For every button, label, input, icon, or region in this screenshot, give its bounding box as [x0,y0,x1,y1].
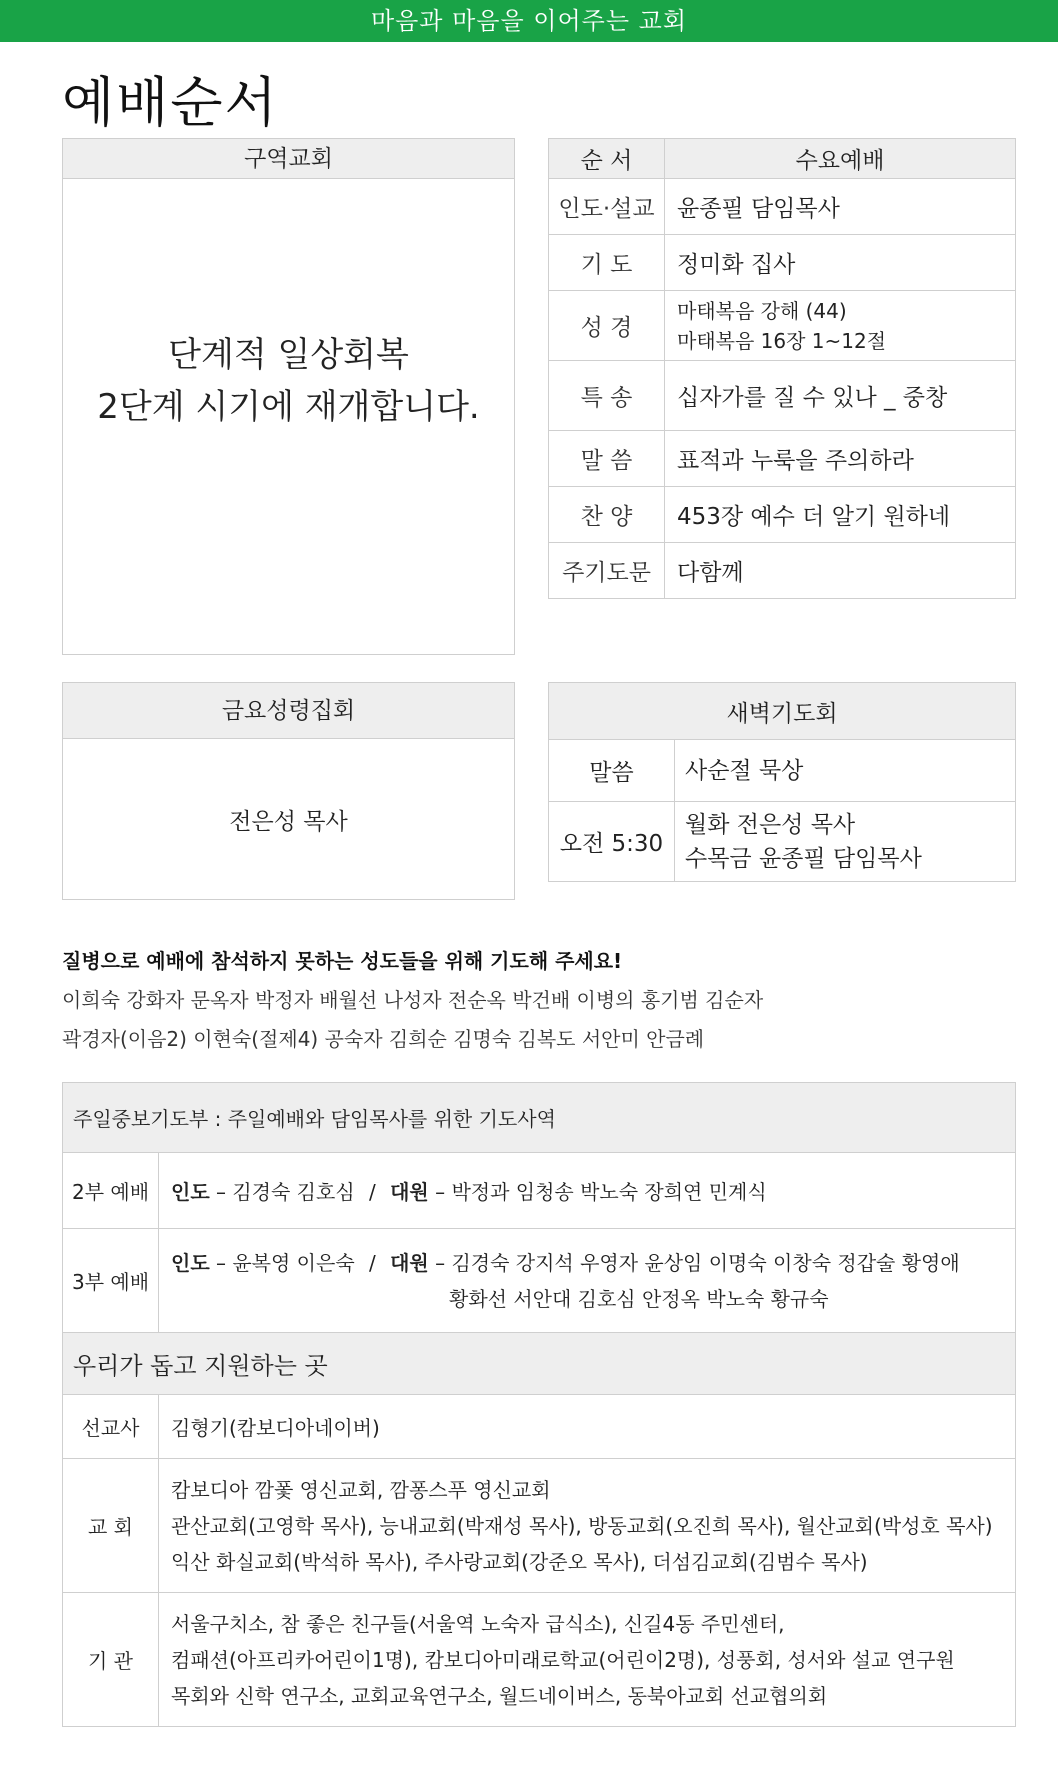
wednesday-order-table [548,138,1016,599]
table-row [63,1153,1016,1229]
lead-names: – 윤복영 이은숙 [216,1250,355,1275]
prayer-names-line: 이희숙 강화자 문옥자 박정자 배월선 나성자 전순옥 박건배 이병의 홍기범 김순자 [62,988,764,1012]
row-value: 십자가를 질 수 있나 _ 중창 [665,361,1016,431]
sick-members-prayer-list [62,945,763,1062]
table-row [63,1333,1016,1395]
service-col-header: 수요예배 [665,139,1016,179]
table-row [549,291,1016,361]
friday-preacher: 전은성 목사 [229,809,348,835]
supported-churches [159,1459,1016,1593]
table-row [549,802,1016,882]
dawn-leader-line: 수목금 윤종필 담임목사 [685,845,922,872]
intercession-header: 주일중보기도부 : 주일예배와 담임목사를 위한 기도사역 [63,1083,1016,1153]
institution-line: 컴패션(아프리카어린이1명), 캄보디아미래로학교(어린이2명), 성풍회, 성서와 설교 연구원 [171,1647,955,1672]
table-row [63,1459,1016,1593]
prayer-list-heading: 질병으로 예배에 참석하지 못하는 성도들을 위해 기도해 주세요! [62,949,623,973]
region-church-header: 구역교회 [63,139,514,179]
institution-line: 서울구치소, 참 좋은 친구들(서울역 노숙자 급식소), 신길4동 주민센터, [171,1611,785,1636]
top-banner: 마음과 마음을 이어주는 교회 [0,0,1058,42]
table-row [549,179,1016,235]
table-row [549,487,1016,543]
table-row [63,1229,1016,1333]
friday-service-header: 금요성령집회 [63,683,514,739]
row-label: 성 경 [549,291,665,361]
row-label: 말 씀 [549,431,665,487]
church-line: 캄보디아 깜퐃 영신교회, 깜퐁스푸 영신교회 [171,1477,551,1502]
row-value: 다함께 [665,543,1016,599]
row-value: 453장 예수 더 알기 원하네 [665,487,1016,543]
friday-service-box [62,682,515,900]
page-title: 예배순서 [62,71,279,134]
lead-names: – 김경숙 김호심 [216,1180,355,1204]
region-church-box [62,138,515,655]
table-row [549,543,1016,599]
member-names-continued: 황화선 서안대 김호심 안정옥 박노숙 황규숙 [449,1286,829,1311]
supported-institutions [159,1593,1016,1727]
member-label: 대원 [390,1180,429,1204]
table-header-row [549,139,1016,179]
member-label: 대원 [390,1250,429,1275]
row-label: 인도·설교 [549,179,665,235]
row-value: 윤종필 담임목사 [665,179,1016,235]
dawn-prayer-header: 새벽기도회 [549,683,1016,740]
row-value [675,802,1016,882]
dawn-prayer-table [548,682,1016,882]
intercession-support-table [62,1082,1016,1727]
row-value: 정미화 집사 [665,235,1016,291]
row-value: 사순절 묵상 [675,740,1016,802]
row-label: 기 도 [549,235,665,291]
table-row [549,361,1016,431]
divider-slash: / [369,1250,376,1275]
table-row [549,740,1016,802]
region-church-notice [63,329,514,433]
service3-label: 3부 예배 [63,1229,159,1333]
scripture-series: 마태복음 강해 (44) [677,298,847,323]
table-row [549,431,1016,487]
row-value [665,291,1016,361]
dawn-leader-line: 월화 전은성 목사 [685,811,856,838]
region-notice-line: 단계적 일상회복 [168,335,409,375]
row-label: 선교사 [63,1395,159,1459]
scripture-passage: 마태복음 16장 1~12절 [677,328,887,353]
lead-label: 인도 [171,1250,210,1275]
table-row [549,235,1016,291]
service3-members [159,1229,1016,1333]
region-notice-line: 2단계 시기에 재개합니다. [97,387,480,427]
order-col-header: 순 서 [549,139,665,179]
lead-label: 인도 [171,1180,210,1204]
service2-label: 2부 예배 [63,1153,159,1229]
table-row [63,1593,1016,1727]
row-label: 교 회 [63,1459,159,1593]
member-names: – 박정과 임청송 박노숙 장희연 민계식 [435,1180,767,1204]
church-line: 익산 화실교회(박석하 목사), 주사랑교회(강준오 목사), 더섬김교회(김범수 목사) [171,1549,868,1574]
table-row [63,1395,1016,1459]
prayer-names-line: 곽경자(이음2) 이현숙(절제4) 공숙자 김희순 김명숙 김복도 서안미 안금례 [62,1027,705,1051]
row-value: 표적과 누룩을 주의하라 [665,431,1016,487]
table-header-row [549,683,1016,740]
row-label: 특 송 [549,361,665,431]
institution-line: 목회와 신학 연구소, 교회교육연구소, 월드네이버스, 동북아교회 선교협의회 [171,1683,828,1708]
support-header: 우리가 돕고 지원하는 곳 [63,1333,1016,1395]
missionary-value: 김형기(캄보디아네이버) [159,1395,1016,1459]
row-label: 오전 5:30 [549,802,675,882]
church-line: 관산교회(고영학 목사), 능내교회(박재성 목사), 방동교회(오진희 목사), 월산교회(박성호 목사) [171,1513,993,1538]
row-label: 말씀 [549,740,675,802]
divider-slash: / [369,1180,376,1204]
row-label: 찬 양 [549,487,665,543]
row-label: 주기도문 [549,543,665,599]
table-row [63,1083,1016,1153]
row-label: 기 관 [63,1593,159,1727]
service2-members [159,1153,1016,1229]
member-names: – 김경숙 강지석 우영자 윤상임 이명숙 이창숙 정갑술 황영애 [435,1250,960,1275]
